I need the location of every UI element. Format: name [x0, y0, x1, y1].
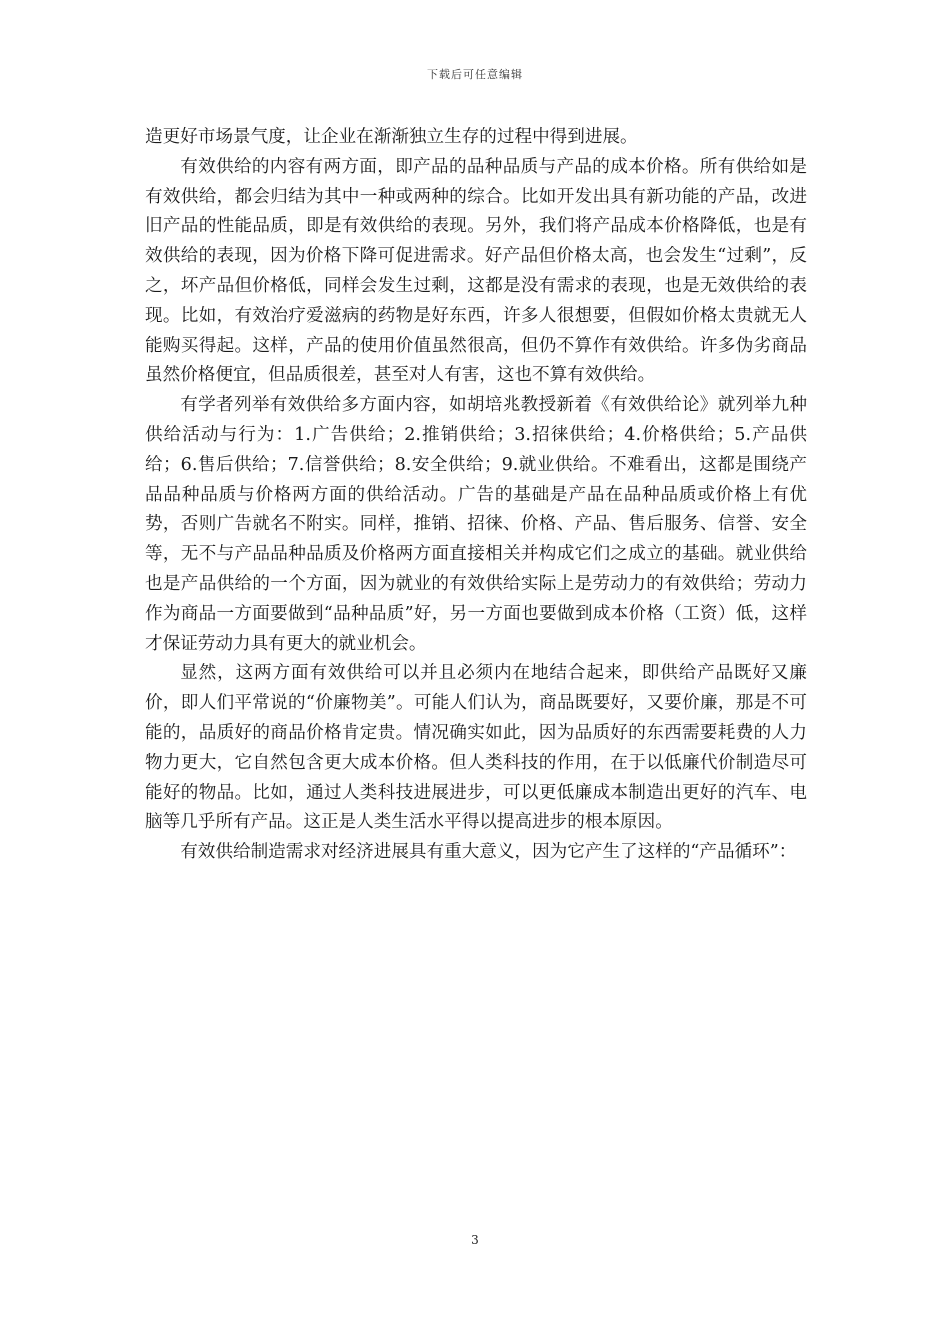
paragraph-4: 显然，这两方面有效供给可以并且必须内在地结合起来，即供给产品既好又廉价，即人们平常说的“价廉物美”。可能人们认为，商品既要好，又要价廉，那是不可能的，品质好的商品价格肯定贵。情况确实如此，因为品质好的东西需要耗费的人力物力更大，它自然包含更大成本价格。但人类科技的作用，在于以低廉代价制造尽可能好的物品。比如，通过人类科技进展进步，可以更低廉成本制造出更好的汽车、电脑等几乎所有产品。这正是人类生活水平得以提高进步的根本原因。: [145, 663, 807, 833]
paragraph-3: 有学者列举有效供给多方面内容，如胡培兆教授新着《有效供给论》就列举九种供给活动与行为：1.广告供给；2.推销供给；3.招徕供给；4.价格供给；5.产品供给；6.售后供给；7.信誉供给；8.安全供给；9.就业供给。不难看出，这都是围绕产品品种品质与价格两方面的供给活动。广告的基础是产品在品种品质或价格上有优势，否则广告就名不附实。同样，推销、招徕、价格、产品、售后服务、信誉、安全等，无不与产品品种品质及价格两方面直接相关并构成它们之成立的基础。就业供给也是产品供给的一个方面，因为就业的有效供给实际上是劳动力的有效供给；劳动力作为商品一方面要做到“品种品质”好，另一方面也要做到成本价格（工资）低，这样才保证劳动力具有更大的就业机会。: [145, 395, 807, 654]
paragraph-1: 造更好市场景气度，让企业在渐渐独立生存的过程中得到进展。: [145, 127, 638, 147]
paragraph-2: 有效供给的内容有两方面，即产品的品种品质与产品的成本价格。所有供给如是有效供给，都会归结为其中一种或两种的综合。比如开发出具有新功能的产品，改进旧产品的性能品质，即是有效供给的表现。另外，我们将产品成本价格降低，也是有效供给的表现，因为价格下降可促进需求。好产品但价格太高，也会发生“过剩”，反之，坏产品但价格低，同样会发生过剩，这都是没有需求的表现，也是无效供给的表现。比如，有效治疗爱滋病的药物是好东西，许多人很想要，但假如价格太贵就无人能购买得起。这样，产品的使用价值虽然很高，但仍不算作有效供给。许多伪劣商品虽然价格便宜，但品质很差，甚至对人有害，这也不算有效供给。: [145, 156, 807, 386]
page-header-note: 下载后可任意编辑: [427, 68, 523, 81]
document-body: [145, 123, 807, 868]
page-number: 3: [471, 1233, 479, 1247]
paragraph-5: 有效供给制造需求对经济进展具有重大意义，因为它产生了这样的“产品循环”：: [180, 842, 797, 863]
